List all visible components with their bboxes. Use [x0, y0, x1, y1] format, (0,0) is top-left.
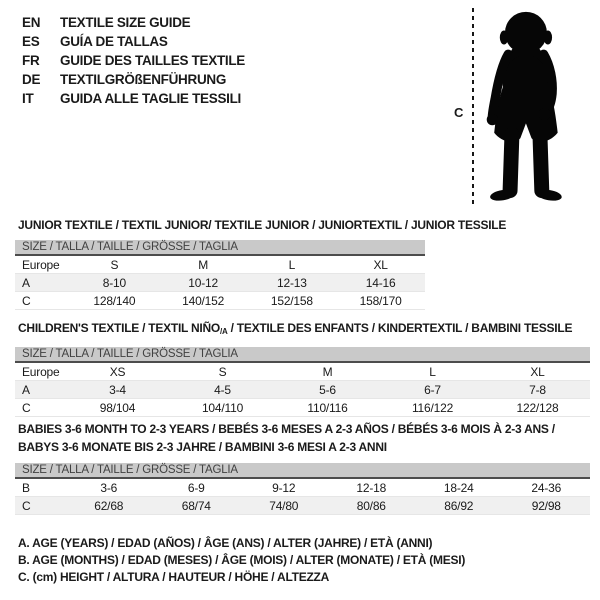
- footnote-b: B. AGE (MONTHS) / EDAD (MESES) / ÂGE (MOIS) / ALTER (MONATE) / ETÀ (MESI): [18, 553, 466, 568]
- cell: M: [322, 364, 333, 379]
- cell: 24-36: [531, 480, 562, 495]
- babies-table-title-line1: BABIES 3-6 MONTH TO 2-3 YEARS / BEBÉS 3-6 MESES A 2-3 AÑOS / BÉBÉS 3-6 MOIS À 2-3 ANS /: [18, 422, 555, 436]
- language-code: EN: [22, 15, 41, 30]
- language-code: FR: [22, 53, 40, 68]
- language-row-it: [22, 89, 245, 108]
- row-label: A: [22, 382, 30, 397]
- language-label: TEXTILGRÖßENFÜHRUNG: [60, 72, 227, 87]
- table-row: [15, 363, 590, 381]
- cell: 6-9: [187, 480, 205, 495]
- cell: 14-16: [365, 275, 396, 290]
- table-row: [15, 497, 590, 515]
- cell: 5-6: [319, 382, 336, 397]
- cell: 128/140: [93, 293, 136, 308]
- table-row: [15, 381, 590, 399]
- babies-table: [15, 463, 590, 515]
- language-row-es: [22, 32, 245, 51]
- cell: 3-4: [109, 382, 126, 397]
- language-code: IT: [22, 91, 34, 106]
- cell: 110/116: [307, 400, 348, 415]
- cell: 152/158: [270, 293, 313, 308]
- cell: 10-12: [188, 275, 218, 290]
- cell: 140/152: [182, 293, 225, 308]
- language-row-de: [22, 70, 245, 89]
- children-table: [15, 347, 590, 417]
- row-label: B: [22, 480, 30, 495]
- cell: 8-10: [102, 275, 126, 290]
- cell: 68/74: [181, 498, 211, 513]
- row-label: C: [22, 293, 31, 308]
- babies-table-title-line2: BABYS 3-6 MONATE BIS 2-3 JAHRE / BAMBINI 3-6 MESI A 2-3 ANNI: [18, 440, 387, 454]
- toddler-silhouette-icon: [483, 9, 567, 206]
- cell: S: [110, 257, 119, 272]
- row-label: Europe: [22, 364, 60, 379]
- table-row: [15, 274, 425, 292]
- cell: XL: [373, 257, 388, 272]
- row-label: C: [22, 498, 31, 513]
- cell: L: [429, 364, 436, 379]
- title-subscript: /A: [219, 327, 228, 336]
- language-label: GUIDA ALLE TAGLIE TESSILI: [60, 91, 241, 106]
- cell: 7-8: [529, 382, 546, 397]
- cell: 86/92: [444, 498, 474, 513]
- cell: 9-12: [272, 480, 296, 495]
- table-row: [15, 479, 590, 497]
- row-label: Europe: [22, 257, 60, 272]
- children-size-header: SIZE / TALLA / TAILLE / GRÖSSE / TAGLIA: [15, 347, 590, 363]
- cell: 158/170: [359, 293, 402, 308]
- row-label: A: [22, 275, 30, 290]
- cell: M: [198, 257, 209, 272]
- cell: 6-7: [424, 382, 441, 397]
- footnote-a: A. AGE (YEARS) / EDAD (AÑOS) / ÂGE (ANS) / ALTER (JAHRE) / ETÀ (ANNI): [18, 536, 433, 550]
- height-marker-label: C: [454, 105, 464, 120]
- cell: S: [218, 364, 227, 379]
- cell: 92/98: [531, 498, 561, 513]
- cell: 4-5: [214, 382, 231, 397]
- language-label: TEXTILE SIZE GUIDE: [60, 15, 191, 30]
- cell: L: [288, 257, 296, 272]
- cell: 12-18: [356, 480, 387, 495]
- babies-size-header: SIZE / TALLA / TAILLE / GRÖSSE / TAGLIA: [15, 463, 590, 479]
- language-row-fr: [22, 51, 245, 70]
- row-label: C: [22, 400, 31, 415]
- cell: 74/80: [269, 498, 299, 513]
- cell: 122/128: [516, 400, 559, 415]
- junior-table: [15, 240, 425, 310]
- language-code: ES: [22, 34, 40, 49]
- table-row: [15, 399, 590, 417]
- footnotes: [18, 536, 465, 588]
- cell: 18-24: [443, 480, 474, 495]
- language-code: DE: [22, 72, 41, 87]
- height-dashed-line: [472, 8, 474, 206]
- footnote-c: C. (cm) HEIGHT / ALTURA / HAUTEUR / HÖHE / ALTEZZA: [18, 570, 330, 585]
- junior-table-title: JUNIOR TEXTILE / TEXTIL JUNIOR/ TEXTILE JUNIOR / JUNIORTEXTIL / JUNIOR TESSILE: [18, 218, 507, 232]
- junior-size-header: SIZE / TALLA / TAILLE / GRÖSSE / TAGLIA: [15, 240, 425, 256]
- language-row-en: [22, 13, 245, 32]
- title-text: CHILDREN'S TEXTILE / TEXTIL NIÑO: [18, 321, 220, 335]
- language-legend: [22, 13, 245, 108]
- children-table-title: [18, 321, 572, 336]
- cell: 98/104: [99, 400, 136, 415]
- cell: XL: [530, 364, 545, 379]
- table-row: [15, 256, 425, 274]
- cell: 3-6: [100, 480, 118, 495]
- cell: XS: [109, 364, 126, 379]
- cell: 116/122: [411, 400, 454, 415]
- language-label: GUIDE DES TAILLES TEXTILE: [60, 53, 246, 68]
- cell: 62/68: [94, 498, 124, 513]
- cell: 12-13: [277, 275, 307, 290]
- title-text: / TEXTILE DES ENFANTS / KINDERTEXTIL / BAMBINI TESSILE: [227, 321, 573, 335]
- language-label: GUÍA DE TALLAS: [60, 34, 168, 49]
- cell: 80/86: [356, 498, 386, 513]
- cell: 104/110: [201, 400, 244, 415]
- table-row: [15, 292, 425, 310]
